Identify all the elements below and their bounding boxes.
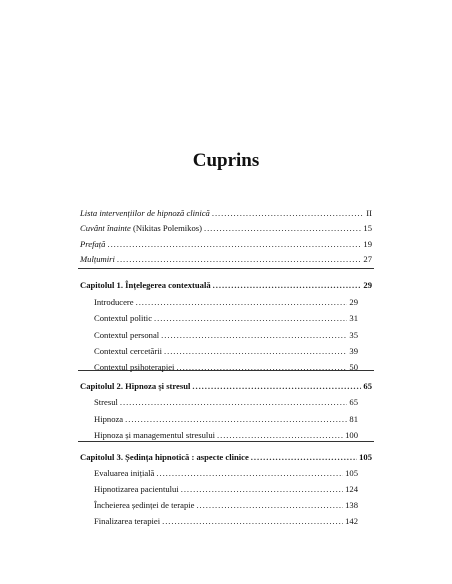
leader-dots (217, 430, 343, 441)
section-title: Introducere (94, 297, 134, 307)
toc-entry-label (80, 223, 202, 234)
leader-dots (161, 330, 347, 341)
leader-dots (162, 516, 343, 527)
leader-dots (213, 280, 362, 291)
section-title: Stresul (94, 397, 118, 407)
toc-entry (80, 223, 372, 234)
leader-dots (196, 500, 343, 511)
section-title: Finalizarea terapiei (94, 516, 161, 526)
section-page-number: 65 (349, 397, 358, 407)
page-title: Cuprins (192, 150, 260, 171)
toc-entry-label-part: Lista intervențiilor de hipnoză clinică (80, 208, 210, 218)
section-entry (94, 330, 358, 341)
toc-entry (80, 208, 372, 219)
section-entry (94, 516, 358, 527)
leader-dots (120, 397, 348, 408)
section-entry (94, 484, 358, 495)
section-divider (78, 268, 374, 269)
chapter-page-number: 29 (363, 280, 372, 290)
leader-dots (212, 208, 364, 219)
section-entry (94, 430, 358, 441)
section-page-number: 31 (349, 313, 358, 323)
section-page-number: 105 (345, 468, 358, 478)
leader-dots (181, 484, 343, 495)
section-title: Contextul personal (94, 330, 160, 340)
toc-entry-label-part: Cuvânt înainte (80, 223, 131, 233)
toc-page-number: 27 (363, 254, 372, 264)
section-entry (94, 414, 358, 425)
section-entry (94, 500, 358, 511)
section-page-number: 50 (349, 362, 358, 372)
section-title: Hipnotizarea pacientului (94, 484, 179, 494)
section-title: Încheierea ședinței de terapie (94, 500, 195, 510)
leader-dots (154, 313, 347, 324)
chapter-page-number: 65 (363, 381, 372, 391)
leader-dots (125, 414, 347, 425)
chapter-title: Capitolul 2. Hipnoza și stresul (80, 381, 191, 391)
toc-entry (80, 254, 372, 265)
leader-dots (164, 346, 347, 357)
toc-page-number: 19 (363, 239, 372, 249)
toc-page-number: II (366, 208, 372, 218)
section-entry (94, 313, 358, 324)
section-title: Contextul cercetării (94, 346, 163, 356)
leader-dots (176, 362, 347, 373)
toc-entry-label-part: (Nikitas Polemikos) (130, 223, 202, 233)
leader-dots (117, 254, 362, 265)
chapter-entry (80, 280, 372, 291)
section-entry (94, 468, 358, 479)
section-page-number: 142 (345, 516, 358, 526)
section-divider (78, 441, 374, 442)
leader-dots (136, 297, 348, 308)
leader-dots (156, 468, 343, 479)
chapter-title: Capitolul 1. Înțelegerea contextuală (80, 280, 211, 290)
toc-entry-label (80, 208, 210, 219)
section-page-number: 29 (349, 297, 358, 307)
section-entry (94, 346, 358, 357)
section-page-number: 138 (345, 500, 358, 510)
section-entry (94, 397, 358, 408)
chapter-entry (80, 452, 372, 463)
leader-dots (107, 239, 361, 250)
toc-entry-label-part: Mulțumiri (80, 254, 115, 264)
leader-dots (251, 452, 357, 463)
toc-page-number: 15 (363, 223, 372, 233)
chapter-page-number: 105 (359, 452, 372, 462)
section-entry (94, 297, 358, 308)
section-page-number: 35 (349, 330, 358, 340)
toc-entry-label (80, 254, 115, 265)
toc-entry-label-part: Prefață (80, 239, 106, 249)
chapter-entry (80, 381, 372, 392)
section-title: Hipnoza și managementul stresului (94, 430, 216, 440)
section-page-number: 124 (345, 484, 358, 494)
section-title: Contextul politic (94, 313, 153, 323)
leader-dots (192, 381, 361, 392)
chapter-title: Capitolul 3. Ședința hipnotică : aspecte clinice (80, 452, 249, 462)
section-title: Evaluarea inițială (94, 468, 155, 478)
section-title: Hipnoza (94, 414, 124, 424)
toc-entry-label (80, 239, 105, 250)
section-page-number: 100 (345, 430, 358, 440)
section-page-number: 39 (349, 346, 358, 356)
section-page-number: 81 (349, 414, 358, 424)
section-title: Contextul psihoterapiei (94, 362, 175, 372)
toc-entry (80, 239, 372, 250)
leader-dots (204, 223, 361, 234)
section-entry (94, 362, 358, 373)
